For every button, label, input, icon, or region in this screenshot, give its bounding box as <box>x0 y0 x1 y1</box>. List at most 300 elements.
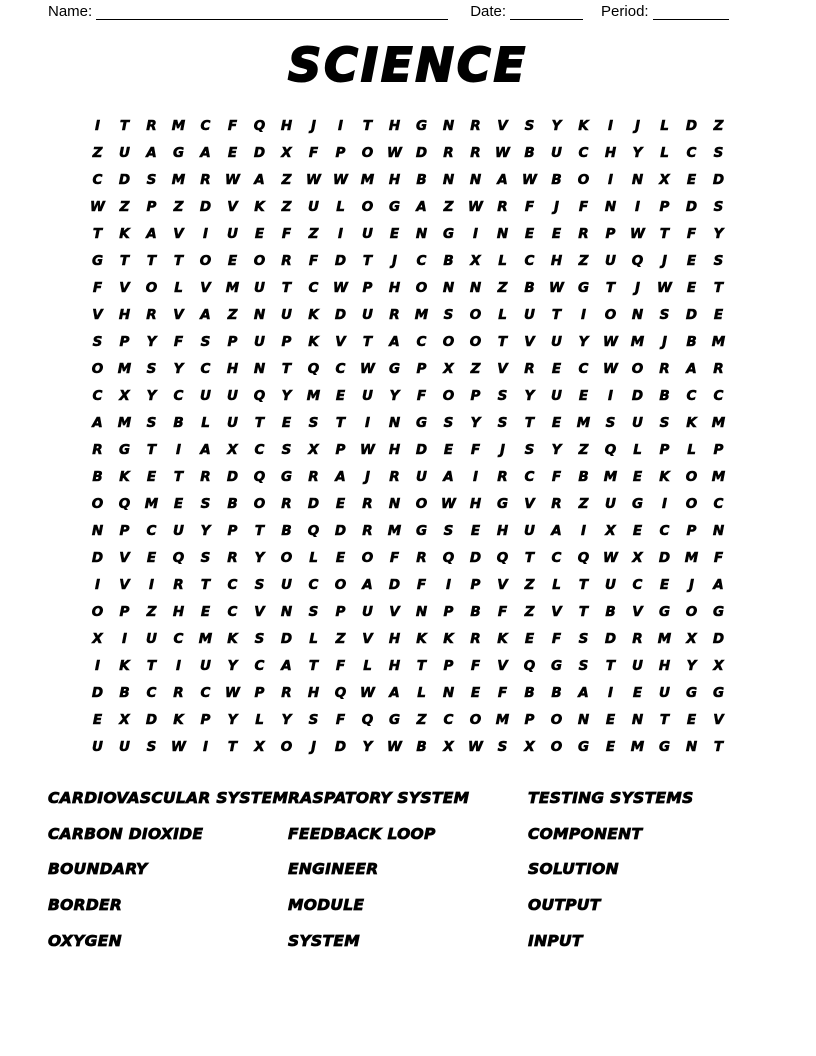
grid-letter: I <box>94 576 101 593</box>
grid-letter: H <box>388 657 401 674</box>
grid-letter: M <box>198 630 213 647</box>
grid-letter: S <box>605 414 616 431</box>
grid-letter: D <box>415 144 428 161</box>
grid-letter: T <box>713 279 724 296</box>
grid-letter: T <box>362 117 373 134</box>
grid-letter: X <box>443 738 454 755</box>
grid-letter: P <box>659 198 670 215</box>
grid-letter: Z <box>173 198 184 215</box>
grid-letter: B <box>443 252 454 269</box>
grid-letter: I <box>121 630 128 647</box>
grid-letter: I <box>202 225 209 242</box>
grid-letter: B <box>227 495 238 512</box>
grid-letter: V <box>173 225 184 242</box>
grid-letter: N <box>280 603 293 620</box>
grid-letter: E <box>632 468 643 485</box>
grid-letter: M <box>117 360 132 377</box>
grid-letter: J <box>634 279 641 296</box>
grid-letter: V <box>173 306 184 323</box>
grid-letter: E <box>146 549 157 566</box>
grid-letter: Z <box>308 225 319 242</box>
grid-letter: C <box>551 549 562 566</box>
grid-letter: B <box>92 468 103 485</box>
grid-letter: L <box>309 630 318 647</box>
grid-letter: I <box>148 576 155 593</box>
grid-letter: L <box>633 441 642 458</box>
grid-letter: R <box>281 252 292 269</box>
grid-letter: M <box>414 306 429 323</box>
word-list-item: INPUT <box>528 932 583 951</box>
grid-letter: N <box>415 225 428 242</box>
grid-letter: L <box>687 441 696 458</box>
grid-letter: S <box>92 333 103 350</box>
grid-letter: Y <box>551 441 562 458</box>
grid-letter: C <box>686 144 697 161</box>
grid-letter: C <box>146 684 157 701</box>
grid-letter: G <box>442 225 455 242</box>
grid-letter: U <box>362 603 373 620</box>
grid-letter: T <box>497 333 508 350</box>
grid-letter: N <box>712 522 725 539</box>
grid-letter: I <box>175 441 182 458</box>
grid-letter: R <box>308 468 319 485</box>
grid-letter: F <box>335 657 346 674</box>
grid-letter: S <box>578 630 589 647</box>
grid-letter: E <box>551 360 562 377</box>
grid-letter: R <box>551 495 562 512</box>
grid-letter: U <box>119 738 130 755</box>
grid-letter: K <box>659 468 670 485</box>
grid-letter: I <box>445 576 452 593</box>
grid-letter: W <box>90 198 105 215</box>
grid-letter: X <box>686 630 697 647</box>
grid-letter: W <box>603 333 618 350</box>
grid-letter: O <box>415 495 428 512</box>
grid-letter: T <box>281 360 292 377</box>
grid-letter: E <box>200 603 211 620</box>
grid-letter: R <box>713 360 724 377</box>
grid-letter: D <box>334 306 347 323</box>
grid-letter: T <box>578 576 589 593</box>
grid-letter: C <box>227 603 238 620</box>
grid-letter: P <box>686 522 697 539</box>
grid-letter: N <box>631 306 644 323</box>
grid-letter: I <box>337 117 344 134</box>
puzzle-title: SCIENCE <box>287 38 529 92</box>
grid-letter: A <box>497 171 508 188</box>
grid-letter: Z <box>281 171 292 188</box>
grid-letter: U <box>254 279 265 296</box>
grid-letter: B <box>281 522 292 539</box>
grid-letter: S <box>443 306 454 323</box>
grid-letter: N <box>469 171 482 188</box>
grid-letter: F <box>551 630 562 647</box>
grid-letter: S <box>308 603 319 620</box>
word-list-item: CARDIOVASCULAR SYSTEM <box>48 788 289 807</box>
grid-letter: T <box>713 738 724 755</box>
grid-letter: J <box>661 252 668 269</box>
grid-letter: I <box>472 225 479 242</box>
grid-letter: T <box>605 279 616 296</box>
grid-letter: O <box>91 495 104 512</box>
word-list-item: MODULE <box>288 896 365 915</box>
grid-letter: E <box>713 306 724 323</box>
grid-letter: M <box>630 738 645 755</box>
grid-letter: V <box>497 117 508 134</box>
grid-letter: F <box>416 576 427 593</box>
grid-letter: Q <box>307 522 320 539</box>
grid-letter: N <box>415 603 428 620</box>
grid-letter: H <box>226 360 239 377</box>
grid-letter: Z <box>524 603 535 620</box>
grid-letter: S <box>146 738 157 755</box>
grid-letter: G <box>550 657 563 674</box>
grid-letter: O <box>685 468 698 485</box>
grid-letter: Z <box>578 252 589 269</box>
grid-letter: H <box>496 522 509 539</box>
grid-letter: R <box>470 144 481 161</box>
grid-letter: B <box>119 684 130 701</box>
grid-letter: P <box>335 603 346 620</box>
word-list-item: CARBON DIOXIDE <box>48 824 204 843</box>
grid-letter: N <box>388 495 401 512</box>
grid-letter: I <box>580 306 587 323</box>
grid-letter: T <box>173 252 184 269</box>
grid-letter: K <box>173 711 184 728</box>
grid-letter: C <box>92 387 103 404</box>
grid-letter: T <box>659 225 670 242</box>
grid-letter: J <box>634 117 641 134</box>
grid-letter: D <box>226 468 239 485</box>
grid-letter: N <box>577 711 590 728</box>
grid-letter: G <box>631 495 644 512</box>
grid-letter: E <box>335 549 346 566</box>
grid-letter: E <box>227 144 238 161</box>
grid-letter: B <box>578 468 589 485</box>
grid-letter: B <box>551 684 562 701</box>
grid-letter: G <box>577 738 590 755</box>
grid-letter: J <box>553 198 560 215</box>
grid-letter: Y <box>470 414 481 431</box>
grid-letter: S <box>524 441 535 458</box>
grid-letter: N <box>604 198 617 215</box>
grid-letter: S <box>578 657 589 674</box>
grid-letter: A <box>551 522 562 539</box>
grid-letter: R <box>146 117 157 134</box>
grid-letter: R <box>281 495 292 512</box>
grid-letter: A <box>362 576 373 593</box>
grid-letter: R <box>389 306 400 323</box>
grid-letter: D <box>685 117 698 134</box>
grid-letter: O <box>253 495 266 512</box>
grid-letter: Y <box>632 144 643 161</box>
grid-letter: O <box>361 198 374 215</box>
grid-letter: C <box>713 387 724 404</box>
grid-letter: F <box>389 549 400 566</box>
grid-letter: U <box>416 468 427 485</box>
grid-letter: V <box>254 603 265 620</box>
grid-letter: Q <box>253 117 266 134</box>
grid-letter: M <box>171 117 186 134</box>
grid-letter: O <box>145 279 158 296</box>
grid-letter: X <box>443 360 454 377</box>
grid-letter: W <box>360 684 375 701</box>
grid-letter: X <box>713 657 724 674</box>
grid-letter: U <box>227 225 238 242</box>
grid-letter: S <box>281 441 292 458</box>
grid-letter: D <box>199 198 212 215</box>
grid-letter: H <box>388 279 401 296</box>
grid-letter: F <box>92 279 103 296</box>
grid-letter: E <box>632 684 643 701</box>
grid-letter: J <box>499 441 506 458</box>
grid-letter: P <box>119 333 130 350</box>
grid-letter: F <box>308 144 319 161</box>
grid-letter: T <box>362 333 373 350</box>
grid-letter: I <box>580 522 587 539</box>
grid-letter: W <box>603 549 618 566</box>
grid-letter: H <box>469 495 482 512</box>
grid-letter: Y <box>146 333 157 350</box>
grid-letter: R <box>389 468 400 485</box>
grid-letter: F <box>173 333 184 350</box>
grid-letter: Y <box>254 549 265 566</box>
grid-letter: W <box>522 171 537 188</box>
grid-letter: G <box>658 603 671 620</box>
word-list-item: TESTING SYSTEMS <box>528 788 694 807</box>
grid-letter: S <box>200 549 211 566</box>
grid-letter: K <box>119 225 130 242</box>
grid-letter: F <box>281 225 292 242</box>
grid-letter: Z <box>443 198 454 215</box>
grid-letter: C <box>200 117 211 134</box>
grid-letter: C <box>335 360 346 377</box>
grid-letter: W <box>387 738 402 755</box>
grid-letter: A <box>389 333 400 350</box>
word-list-item: SYSTEM <box>288 932 360 951</box>
grid-letter: P <box>443 657 454 674</box>
grid-letter: W <box>495 144 510 161</box>
grid-letter: A <box>146 225 157 242</box>
grid-letter: L <box>552 576 561 593</box>
grid-letter: B <box>524 684 535 701</box>
grid-letter: U <box>524 306 535 323</box>
grid-letter: K <box>578 117 589 134</box>
grid-letter: L <box>336 198 345 215</box>
grid-letter: B <box>686 333 697 350</box>
grid-letter: H <box>172 603 185 620</box>
grid-letter: Q <box>253 387 266 404</box>
grid-letter: M <box>657 630 672 647</box>
grid-letter: X <box>92 630 103 647</box>
grid-letter: L <box>498 252 507 269</box>
grid-letter: X <box>632 549 643 566</box>
grid-letter: F <box>713 549 724 566</box>
grid-letter: P <box>200 711 211 728</box>
grid-letter: G <box>118 441 131 458</box>
grid-letter: K <box>497 630 508 647</box>
grid-letter: J <box>310 117 317 134</box>
grid-letter: X <box>659 171 670 188</box>
worksheet-header <box>48 2 768 20</box>
grid-letter: T <box>362 252 373 269</box>
grid-letter: Z <box>497 279 508 296</box>
grid-letter: E <box>686 279 697 296</box>
grid-letter: Y <box>389 387 400 404</box>
grid-letter: P <box>470 387 481 404</box>
grid-letter: B <box>551 171 562 188</box>
grid-letter: P <box>524 711 535 728</box>
grid-letter: S <box>497 387 508 404</box>
date-blank-line <box>510 6 583 20</box>
grid-letter: W <box>630 225 645 242</box>
grid-letter: C <box>173 630 184 647</box>
grid-letter: V <box>524 333 535 350</box>
grid-letter: Y <box>362 738 373 755</box>
grid-letter: K <box>308 333 319 350</box>
word-list-column <box>288 780 528 959</box>
grid-letter: E <box>443 441 454 458</box>
grid-letter: S <box>308 414 319 431</box>
grid-letter: S <box>200 495 211 512</box>
grid-letter: T <box>335 414 346 431</box>
grid-letter: G <box>658 738 671 755</box>
grid-letter: R <box>497 468 508 485</box>
grid-letter: H <box>658 657 671 674</box>
grid-letter: M <box>495 711 510 728</box>
grid-letter: C <box>227 576 238 593</box>
grid-letter: I <box>202 738 209 755</box>
grid-letter: G <box>685 684 698 701</box>
grid-letter: U <box>362 225 373 242</box>
grid-letter: N <box>253 306 266 323</box>
grid-letter: Q <box>604 441 617 458</box>
grid-letter: A <box>200 144 211 161</box>
grid-letter: Y <box>281 387 292 404</box>
grid-letter: Y <box>551 117 562 134</box>
grid-letter: J <box>661 333 668 350</box>
grid-letter: R <box>362 495 373 512</box>
grid-letter: N <box>496 225 509 242</box>
grid-letter: N <box>442 684 455 701</box>
grid-letter: E <box>578 387 589 404</box>
grid-letter: V <box>200 279 211 296</box>
grid-letter: W <box>225 684 240 701</box>
grid-letter: G <box>388 198 401 215</box>
grid-letter: D <box>334 738 347 755</box>
grid-letter: E <box>605 711 616 728</box>
grid-letter: V <box>632 603 643 620</box>
grid-letter: I <box>337 225 344 242</box>
grid-letter: A <box>416 198 427 215</box>
grid-letter: R <box>173 684 184 701</box>
grid-letter: G <box>496 495 509 512</box>
grid-letter: D <box>253 144 266 161</box>
grid-letter: R <box>659 360 670 377</box>
grid-letter: I <box>634 198 641 215</box>
grid-letter: U <box>281 306 292 323</box>
grid-letter: K <box>254 198 265 215</box>
grid-letter: O <box>91 360 104 377</box>
grid-letter: D <box>280 630 293 647</box>
grid-letter: G <box>415 117 428 134</box>
grid-letter: H <box>118 306 131 323</box>
grid-letter: G <box>415 414 428 431</box>
grid-letter: U <box>146 630 157 647</box>
grid-letter: T <box>254 522 265 539</box>
grid-letter: Q <box>577 549 590 566</box>
grid-letter: E <box>686 171 697 188</box>
grid-letter: T <box>254 414 265 431</box>
grid-letter: U <box>227 414 238 431</box>
grid-letter: V <box>713 711 724 728</box>
grid-letter: P <box>254 684 265 701</box>
grid-letter: G <box>91 252 104 269</box>
grid-letter: D <box>118 171 131 188</box>
grid-letter: J <box>364 468 371 485</box>
grid-letter: O <box>604 306 617 323</box>
grid-letter: D <box>334 522 347 539</box>
grid-letter: D <box>415 441 428 458</box>
grid-letter: D <box>712 171 725 188</box>
grid-letter: C <box>578 144 589 161</box>
grid-letter: S <box>713 198 724 215</box>
grid-letter: P <box>119 522 130 539</box>
grid-letter: I <box>364 414 371 431</box>
grid-letter: B <box>524 279 535 296</box>
grid-letter: V <box>227 198 238 215</box>
grid-letter: A <box>146 144 157 161</box>
grid-letter: R <box>173 576 184 593</box>
grid-letter: J <box>688 576 695 593</box>
grid-letter: D <box>685 306 698 323</box>
grid-letter: H <box>388 117 401 134</box>
grid-letter: V <box>497 576 508 593</box>
word-list <box>48 780 776 959</box>
grid-letter: E <box>632 522 643 539</box>
grid-letter: X <box>119 387 130 404</box>
grid-letter: V <box>389 603 400 620</box>
grid-letter: O <box>469 711 482 728</box>
word-list-item: COMPONENT <box>528 824 643 843</box>
grid-letter: N <box>469 279 482 296</box>
grid-letter: U <box>92 738 103 755</box>
grid-letter: T <box>659 711 670 728</box>
grid-letter: W <box>360 441 375 458</box>
grid-letter: S <box>200 333 211 350</box>
grid-letter: P <box>146 198 157 215</box>
grid-letter: A <box>443 468 454 485</box>
name-blank-line <box>96 6 448 20</box>
grid-letter: A <box>335 468 346 485</box>
grid-letter: L <box>417 684 426 701</box>
grid-letter: V <box>497 657 508 674</box>
grid-letter: E <box>551 225 562 242</box>
grid-letter: Q <box>361 711 374 728</box>
grid-letter: P <box>713 441 724 458</box>
grid-letter: U <box>281 576 292 593</box>
grid-letter: P <box>416 360 427 377</box>
grid-letter: B <box>416 738 427 755</box>
word-list-item: OXYGEN <box>48 932 122 951</box>
grid-letter: K <box>308 306 319 323</box>
grid-letter: O <box>253 252 266 269</box>
grid-letter: I <box>607 171 614 188</box>
grid-letter: C <box>92 171 103 188</box>
grid-letter: I <box>472 468 479 485</box>
grid-letter: O <box>280 549 293 566</box>
grid-letter: T <box>146 441 157 458</box>
